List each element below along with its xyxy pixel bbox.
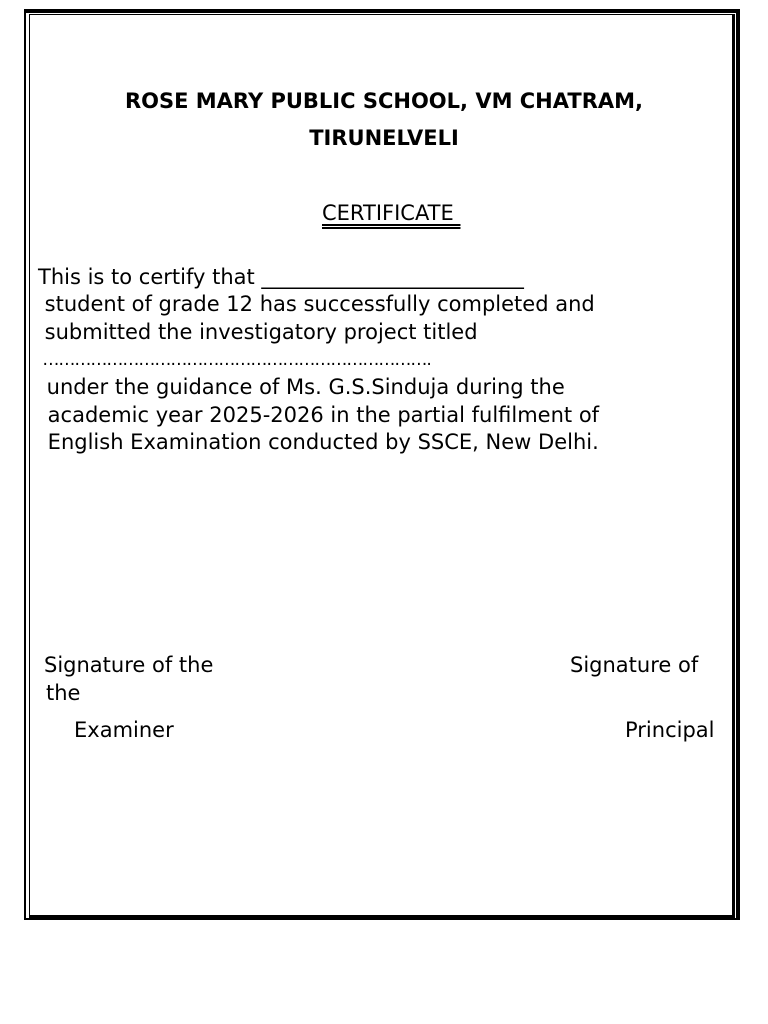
signature-principal-label: Principal: [625, 718, 715, 742]
body-line-1: This is to certify that _________________________: [38, 265, 524, 289]
certificate-heading: CERTIFICATE: [322, 201, 461, 225]
body-line-4-project-title-blank: ……………………………………………………………….: [38, 350, 431, 370]
body-line-3: submitted the investigatory project titled: [38, 320, 478, 344]
body-line-6: academic year 2025-2026 in the partial fulfilment of: [41, 403, 600, 427]
signature-wrap-the: the: [46, 681, 81, 705]
school-name-line-1: ROSE MARY PUBLIC SCHOOL, VM CHATRAM,: [124, 89, 644, 113]
body-line-7: English Examination conducted by SSCE, New Delhi.: [41, 430, 599, 454]
signature-examiner-line-1: Signature of the: [44, 653, 214, 677]
school-name-line-2: TIRUNELVELI: [309, 126, 459, 150]
signature-examiner-label: Examiner: [74, 718, 174, 742]
signature-principal-line-1: Signature of: [570, 653, 699, 677]
body-line-2: student of grade 12 has successfully completed and: [38, 292, 595, 316]
body-line-5: under the guidance of Ms. G.S.Sinduja during the: [40, 375, 565, 399]
